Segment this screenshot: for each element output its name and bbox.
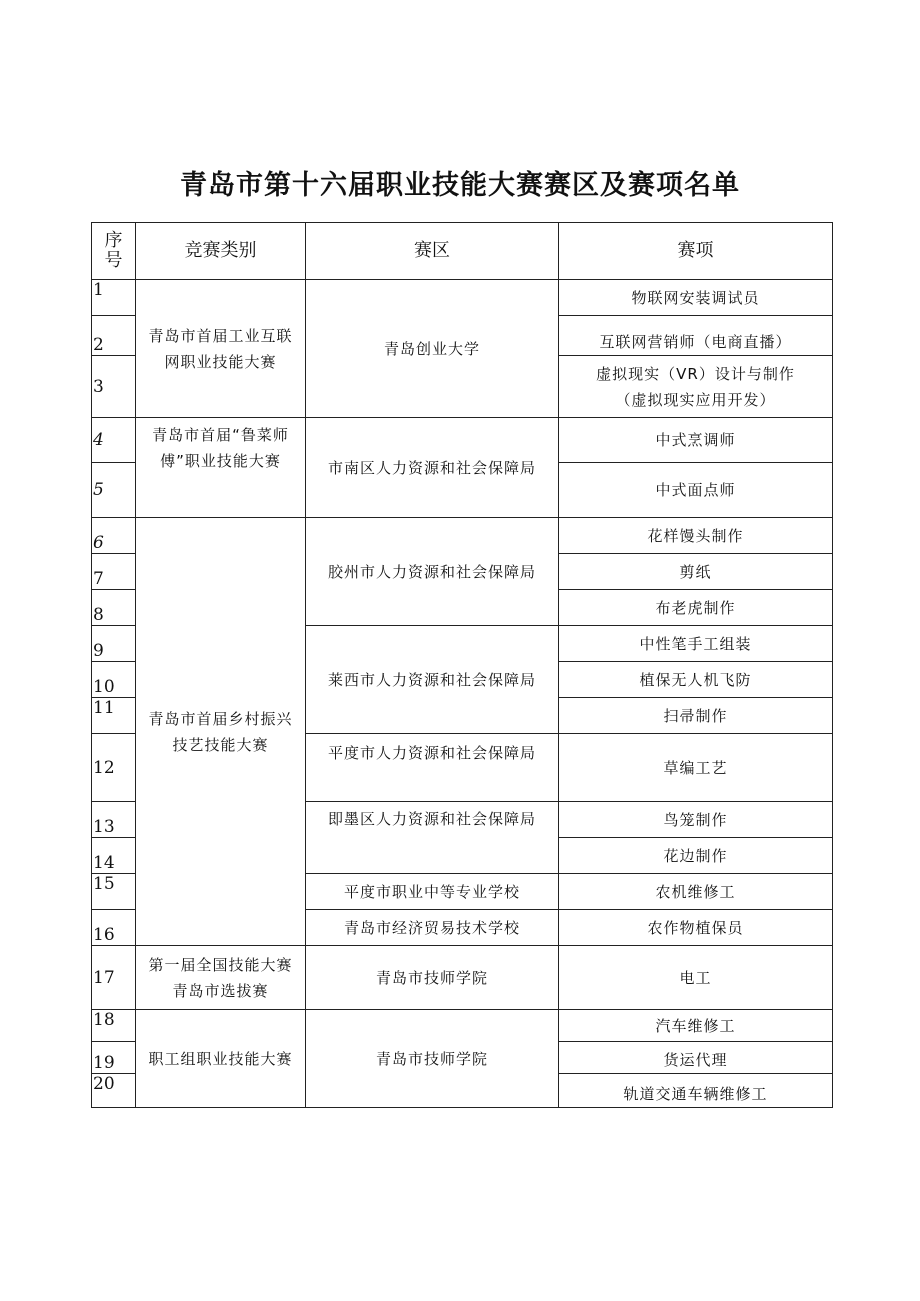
header-region: 赛区: [306, 223, 559, 280]
event-cell: 电工: [559, 946, 833, 1010]
page-title: 青岛市第十六届职业技能大赛赛区及赛项名单: [180, 170, 740, 201]
competition-table: [91, 222, 833, 1108]
table-row: [92, 280, 833, 316]
event-cell: 农机维修工: [559, 874, 833, 910]
header-category: 竞赛类别: [136, 223, 306, 280]
row-number: 15: [92, 874, 136, 910]
row-number: 8: [92, 590, 136, 626]
row-number: 5: [92, 463, 136, 518]
row-number: 14: [92, 838, 136, 874]
region-cell: 青岛市技师学院: [306, 1010, 559, 1108]
event-cell: 中式烹调师: [559, 418, 833, 463]
event-cell: 物联网安装调试员: [559, 280, 833, 316]
region-cell: 平度市人力资源和社会保障局: [306, 734, 559, 802]
event-cell: 草编工艺: [559, 734, 833, 802]
event-cell: 货运代理: [559, 1042, 833, 1074]
table-row: [92, 946, 833, 1010]
row-number: 19: [92, 1042, 136, 1074]
row-number: 18: [92, 1010, 136, 1042]
row-number: 12: [92, 734, 136, 802]
row-number: 10: [92, 662, 136, 698]
row-number: 7: [92, 554, 136, 590]
header-event: 赛项: [559, 223, 833, 280]
category-cell: 青岛市首届乡村振兴 技艺技能大赛: [136, 518, 306, 946]
category-cell: 青岛市首届工业互联 网职业技能大赛: [136, 280, 306, 418]
event-cell: 虚拟现实（VR）设计与制作 （虚拟现实应用开发）: [559, 356, 833, 418]
row-number: 4: [92, 418, 136, 463]
table-row: [92, 1010, 833, 1042]
row-number: 13: [92, 802, 136, 838]
event-cell: 轨道交通车辆维修工: [559, 1074, 833, 1108]
event-cell: 中性笔手工组装: [559, 626, 833, 662]
event-cell: 中式面点师: [559, 463, 833, 518]
row-number: 16: [92, 910, 136, 946]
table-row: [92, 418, 833, 463]
region-cell: 莱西市人力资源和社会保障局: [306, 626, 559, 734]
row-number: 17: [92, 946, 136, 1010]
category-cell: 职工组职业技能大赛: [136, 1010, 306, 1108]
event-cell: 植保无人机飞防: [559, 662, 833, 698]
event-cell: 汽车维修工: [559, 1010, 833, 1042]
region-cell: 青岛市技师学院: [306, 946, 559, 1010]
event-cell: 花边制作: [559, 838, 833, 874]
event-cell: 鸟笼制作: [559, 802, 833, 838]
row-number: 6: [92, 518, 136, 554]
event-cell: 布老虎制作: [559, 590, 833, 626]
header-index: 序 号: [92, 223, 136, 280]
event-cell: 剪纸: [559, 554, 833, 590]
category-cell: 第一届全国技能大赛 青岛市选拔赛: [136, 946, 306, 1010]
event-cell: 扫帚制作: [559, 698, 833, 734]
row-number: 1: [92, 280, 136, 316]
region-cell: 青岛市经济贸易技术学校: [306, 910, 559, 946]
row-number: 20: [92, 1074, 136, 1108]
table-row: [92, 518, 833, 554]
event-cell: 农作物植保员: [559, 910, 833, 946]
table-header-row: [92, 223, 833, 280]
row-number: 11: [92, 698, 136, 734]
region-cell: 即墨区人力资源和社会保障局: [306, 802, 559, 874]
row-number: 9: [92, 626, 136, 662]
region-cell: 市南区人力资源和社会保障局: [306, 418, 559, 518]
row-number: 3: [92, 356, 136, 418]
region-cell: 胶州市人力资源和社会保障局: [306, 518, 559, 626]
region-cell: 平度市职业中等专业学校: [306, 874, 559, 910]
row-number: 2: [92, 316, 136, 356]
region-cell: 青岛创业大学: [306, 280, 559, 418]
event-cell: 互联网营销师（电商直播）: [559, 316, 833, 356]
event-cell: 花样馒头制作: [559, 518, 833, 554]
category-cell: 青岛市首届“鲁菜师 傅”职业技能大赛: [136, 418, 306, 518]
